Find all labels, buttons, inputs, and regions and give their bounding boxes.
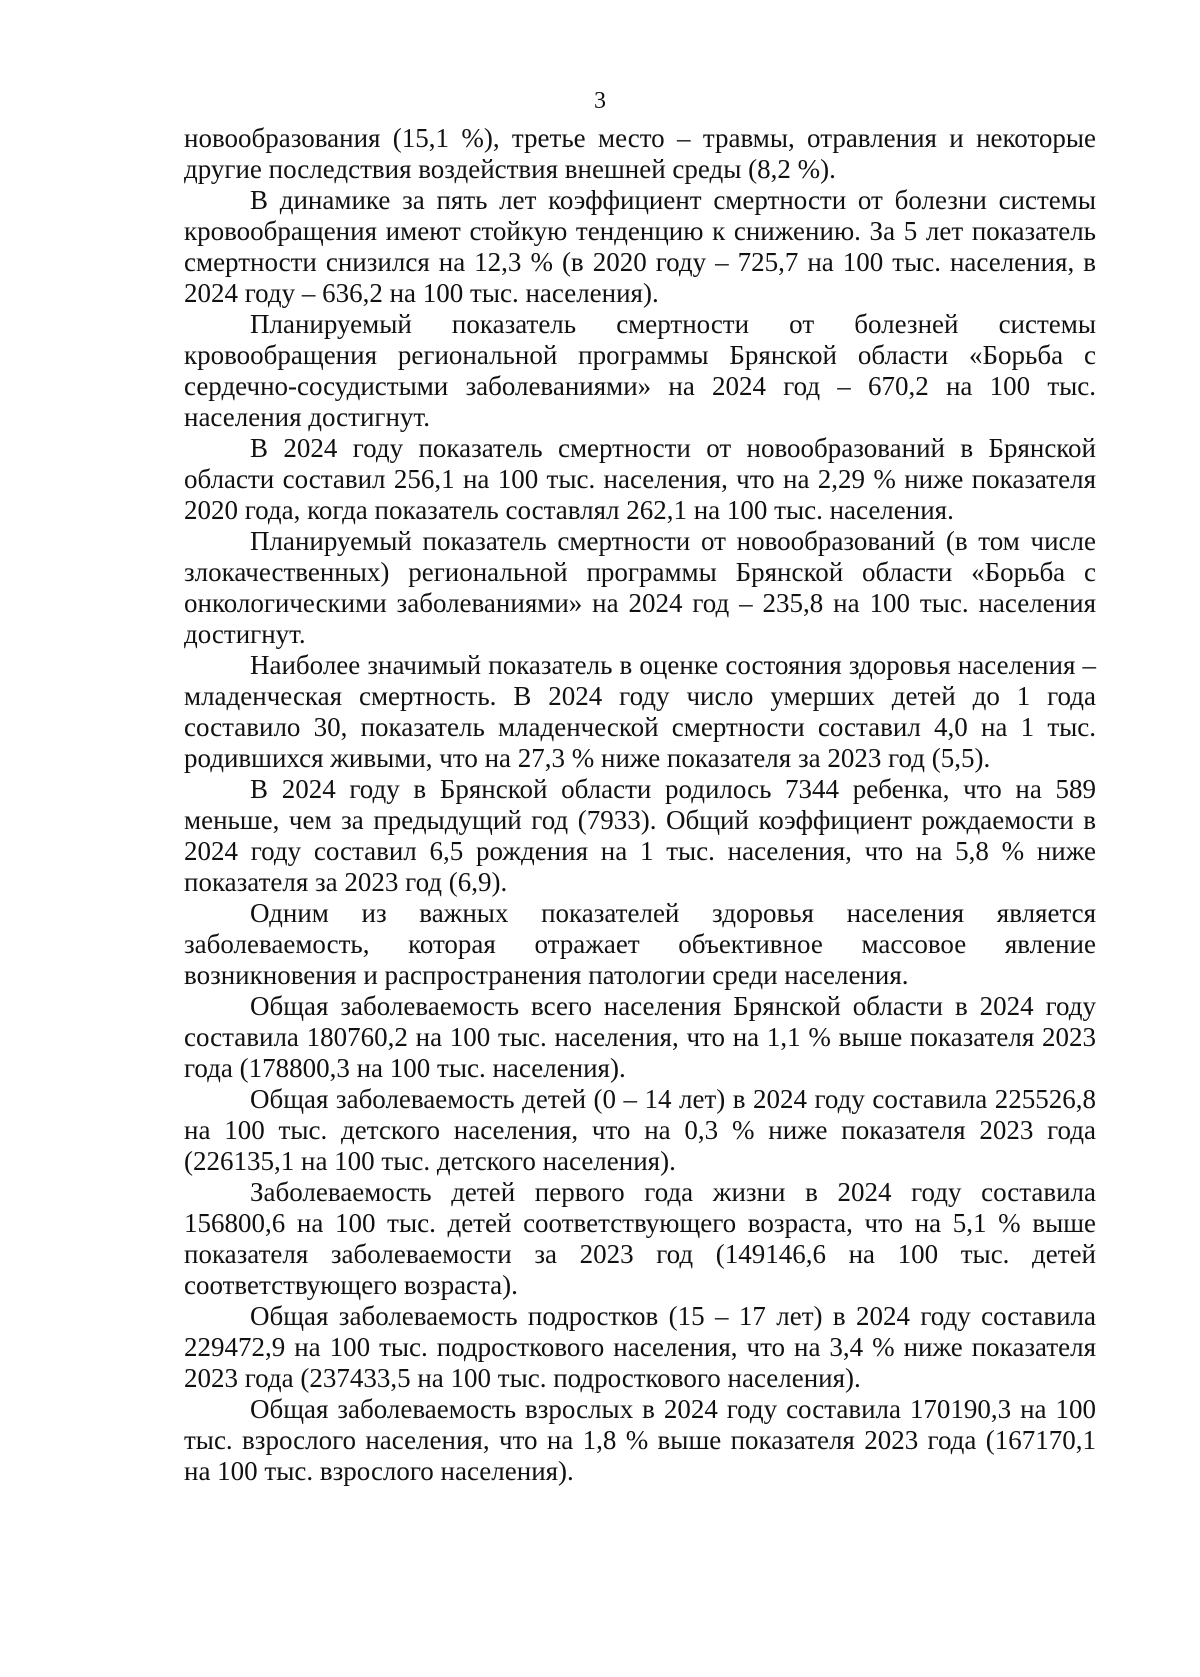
paragraph-children-morbidity: Общая заболеваемость детей (0 – 14 лет) в 2024 году составила 225526,8 на 100 тыс. детского населения, что на 0,3 % ниже показателя 2023 года (226135,1 на 100 тыс. детского населения). — [184, 1084, 1096, 1176]
paragraph-adult-morbidity: Общая заболеваемость взрослых в 2024 году составила 170190,3 на 100 тыс. взрослого населения, что на 1,8 % выше показателя 2023 года (167170,1 на 100 тыс. взрослого населения). — [184, 1394, 1096, 1486]
paragraph-infant-mortality: Наиболее значимый показатель в оценке состояния здоровья населения – младенческая смертность. В 2024 году число умерших детей до 1 года составило 30, показатель младенческой смертности составил 4,0 на 1 тыс. родившихся живыми, что на 27,3 % ниже показателя за 2023 год (5,5). — [184, 650, 1096, 773]
document-body — [184, 123, 1096, 1487]
page-number: 3 — [594, 88, 606, 114]
paragraph-morbidity-intro: Одним из важных показателей здоровья населения является заболеваемость, которая отражает объективное массовое явление возникновения и распространения патологии среди населения. — [184, 898, 1096, 990]
paragraph-circulatory-target: Планируемый показатель смертности от болезней системы кровообращения региональной программы Брянской области «Борьба с сердечно-сосудистыми заболеваниями» на 2024 год – 670,2 на 100 тыс. населения достигнут. — [184, 309, 1096, 432]
paragraph-adolescent-morbidity: Общая заболеваемость подростков (15 – 17 лет) в 2024 году составила 229472,9 на 100 тыс. подросткового населения, что на 3,4 % ниже показателя 2023 года (237433,5 на 100 тыс. подросткового населения). — [184, 1301, 1096, 1393]
paragraph-birth-rate: В 2024 году в Брянской области родилось 7344 ребенка, что на 589 меньше, чем за предыдущий год (7933). Общий коэффициент рождаемости в 2024 году составил 6,5 рождения на 1 тыс. населения, что на 5,8 % ниже показателя за 2023 год (6,9). — [184, 774, 1096, 897]
paragraph-total-morbidity: Общая заболеваемость всего населения Брянской области в 2024 году составила 180760,2 на 100 тыс. населения, что на 1,1 % выше показателя 2023 года (178800,3 на 100 тыс. населения). — [184, 991, 1096, 1083]
paragraph-neoplasm-mortality: В 2024 году показатель смертности от новообразований в Брянской области составил 256,1 на 100 тыс. населения, что на 2,29 % ниже показателя 2020 года, когда показатель составлял 262,1 на 100 тыс. населения. — [184, 433, 1096, 525]
paragraph-continuation: новообразования (15,1 %), третье место – травмы, отравления и некоторые другие последствия воздействия внешней среды (8,2 %). — [184, 123, 1096, 184]
paragraph-infant-morbidity: Заболеваемость детей первого года жизни в 2024 году составила 156800,6 на 100 тыс. детей соответствующего возраста, что на 5,1 % выше показателя заболеваемости за 2023 год (149146,6 на 100 тыс. детей соответствующего возраста). — [184, 1177, 1096, 1300]
paragraph-circulatory-mortality-trend: В динамике за пять лет коэффициент смертности от болезни системы кровообращения имеют стойкую тенденцию к снижению. За 5 лет показатель смертности снизился на 12,3 % (в 2020 году – 725,7 на 100 тыс. населения, в 2024 году – 636,2 на 100 тыс. населения). — [184, 185, 1096, 308]
paragraph-neoplasm-target: Планируемый показатель смертности от новообразований (в том числе злокачественных) региональной программы Брянской области «Борьба с онкологическими заболеваниями» на 2024 год – 235,8 на 100 тыс. населения достигнут. — [184, 526, 1096, 649]
